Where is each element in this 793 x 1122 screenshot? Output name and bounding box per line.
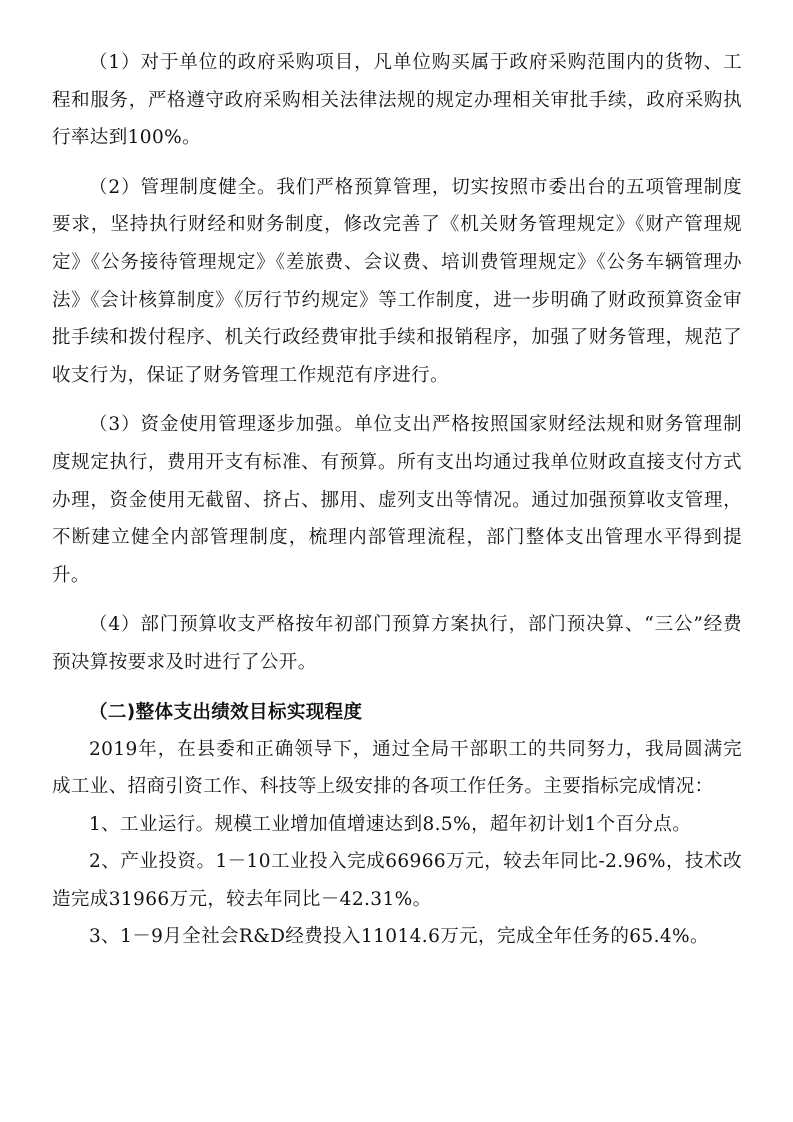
document-page: [52, 44, 742, 956]
section-heading: （二)整体支出绩效目标实现程度: [89, 701, 363, 723]
paragraph-rd-investment: 3、1－9月全社会R&D经费投入11014.6万元，完成全年任务的65.4%。: [89, 926, 709, 948]
paragraph-procurement: （1）对于单位的政府采购项目，凡单位购买属于政府采购范围内的货物、工程和服务，严格遵守政府采购相关法律法规的规定办理相关审批手续，政府采购执行率达到100%。: [52, 52, 742, 149]
paragraph-budget-disclosure: （4）部门预算收支严格按年初部门预算方案执行，部门预决算、“三公”经费预决算按要求及时进行了公开。: [52, 614, 742, 673]
paragraph-2019-summary: 2019年，在县委和正确领导下，通过全局干部职工的共同努力，我局圆满完成工业、招商引资工作、科技等上级安排的各项工作任务。主要指标完成情况：: [52, 738, 742, 798]
paragraph-management-system: （2）管理制度健全。我们严格预算管理，切实按照市委出台的五项管理制度要求，坚持执行财经和财务制度，修改完善了《机关财务管理规定》《财产管理规定》《公务接待管理规定》《差旅费、会议费、培训费管理规定》《公务车辆管理办法》《会计核算制度》《厉行节约规定》等工作制度，进一步明确了财政预算资金审批手续和拨付程序、机关行政经费审批手续和报销程序，加强了财务管理，规范了收支行为，保证了财务管理工作规范有序进行。: [52, 176, 742, 386]
paragraph-fund-usage: （3）资金使用管理逐步加强。单位支出严格按照国家财经法规和财务管理制度规定执行，费用开支有标准、有预算。所有支出均通过我单位财政直接支付方式办理，资金使用无截留、挤占、挪用、虚列支出等情况。通过加强预算收支管理，不断建立健全内部管理制度，梳理内部管理流程，部门整体支出管理水平得到提升。: [52, 414, 742, 586]
paragraph-industrial-investment: 2、产业投资。1－10工业投入完成66966万元，较去年同比-2.96%，技术改造完成31966万元，较去年同比－42.31%。: [52, 851, 742, 910]
paragraph-industrial-operation: 1、工业运行。规模工业增加值增速达到8.5%，超年初计划1个百分点。: [89, 813, 692, 835]
